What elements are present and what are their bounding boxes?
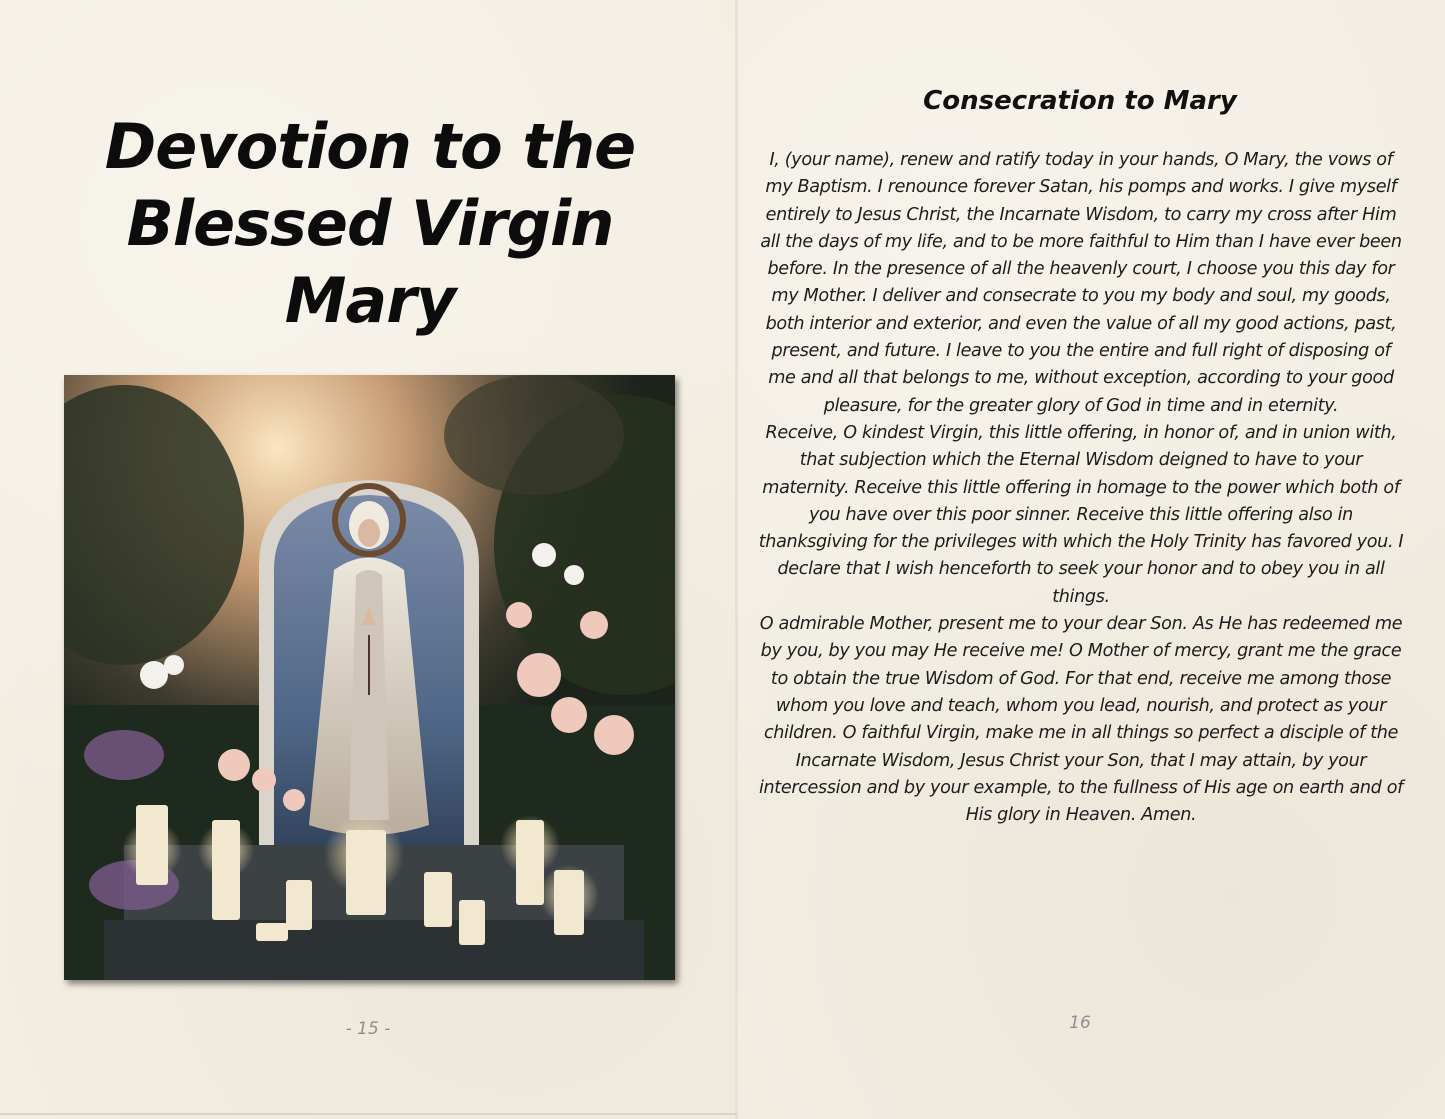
- page-title: [40, 108, 700, 339]
- prayer-paragraph-3: O admirable Mother, present me to your dear Son. As He has redeemed me by you, by you may He receive me! O Mother of mercy, grant me the grace to obtain the true Wisdom of God. For that end, receive me among those whom you love and teach, whom you lead, nourish, and protect as your children. O faithful Virgin, make me in all things so perfect a disciple of the Incarnate Wisdom, Jesus Christ your Son, that I may attain, by your intercession and by your example, to the fullness of His age on earth and of His glory in Heaven. Amen.: [758, 614, 1404, 826]
- consecration-prayer: [757, 147, 1405, 829]
- prayer-paragraph-2: Receive, O kindest Virgin, this little offering, in honor of, and in union with, that subjection which the Eternal Wisdom deigned to have to your maternity. Receive this little offering in homage to the power which both of you have over this poor sinner. Receive this little offering also in thanksgiving for the privileges with which the Holy Trinity has favored you. I declare that I wish henceforth to seek your honor and to obey you in all things.: [758, 422, 1404, 607]
- title-line-3: Mary: [284, 264, 456, 337]
- book-gutter: [735, 0, 738, 1119]
- page-number-right: 16: [1069, 1013, 1091, 1033]
- title-line-1: Devotion to the: [104, 110, 636, 183]
- title-line-2: Blessed Virgin: [126, 187, 614, 260]
- virgin-mary-shrine-illustration: [64, 375, 675, 980]
- section-heading: Consecration to Mary: [923, 86, 1237, 116]
- prayer-paragraph-1: I, (your name), renew and ratify today in your hands, O Mary, the vows of my Baptism. I renounce forever Satan, his pomps and works. I give myself entirely to Jesus Christ, the Incarnate Wisdom, to carry my cross after Him all the days of my life, and to be more faithful to Him than I have ever been before. In the presence of all the heavenly court, I choose you this day for my Mother. I deliver and consecrate to you my body and soul, my goods, both interior and exterior, and even the value of all my good actions, past, present, and future. I leave to you the entire and full right of disposing of me and all that belongs to me, without exception, according to your good pleasure, for the greater glory of God in time and in eternity.: [760, 150, 1402, 416]
- page-edge-rule: [0, 1113, 737, 1115]
- shrine-image: [64, 375, 675, 980]
- page-number-left: - 15 -: [345, 1019, 391, 1039]
